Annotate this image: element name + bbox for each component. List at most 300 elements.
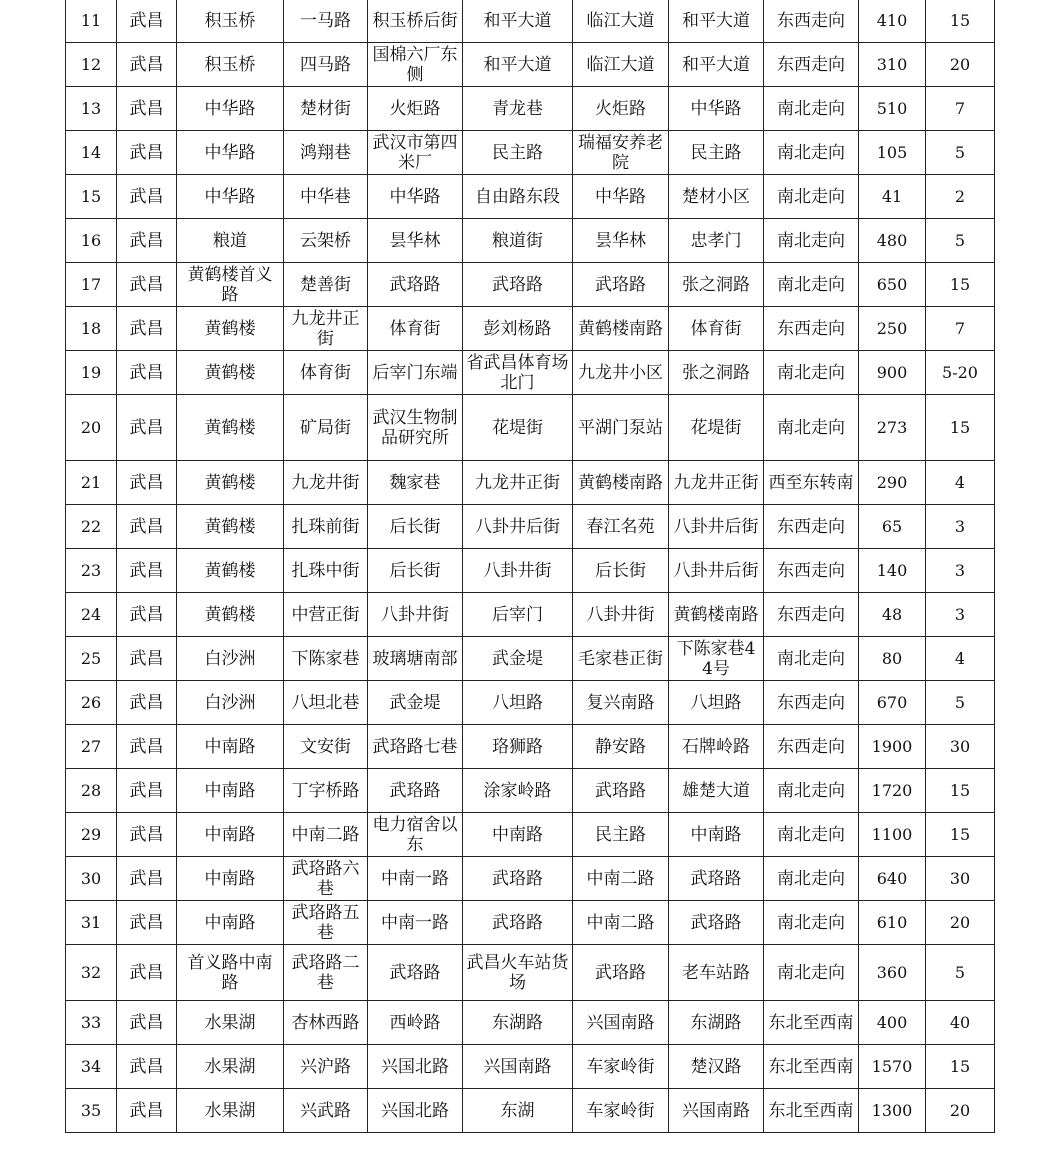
cell-width: 2 bbox=[926, 175, 995, 219]
cell-district: 武昌 bbox=[117, 637, 177, 681]
cell-direction: 东北至西南 bbox=[764, 1089, 859, 1133]
cell-start-cross-road: 武金堤 bbox=[463, 637, 573, 681]
table-row bbox=[66, 725, 995, 769]
cell-direction: 东西走向 bbox=[764, 307, 859, 351]
cell-width: 15 bbox=[926, 0, 995, 43]
cell-start-cross-road: 花堤街 bbox=[463, 395, 573, 461]
table-row bbox=[66, 681, 995, 725]
cell-start-point: 昙华林 bbox=[368, 219, 463, 263]
cell-width: 5-20 bbox=[926, 351, 995, 395]
table-row bbox=[66, 1045, 995, 1089]
cell-start-point: 兴国北路 bbox=[368, 1089, 463, 1133]
cell-start-cross-road: 省武昌体育场北门 bbox=[463, 351, 573, 395]
cell-end-point: 车家岭街 bbox=[573, 1089, 669, 1133]
cell-start-point: 武珞路七巷 bbox=[368, 725, 463, 769]
cell-district: 武昌 bbox=[117, 1045, 177, 1089]
cell-length: 670 bbox=[859, 681, 926, 725]
table-row bbox=[66, 901, 995, 945]
cell-end-point: 武珞路 bbox=[573, 945, 669, 1001]
cell-end-cross-road: 八卦井后街 bbox=[669, 549, 764, 593]
cell-end-point: 中南二路 bbox=[573, 901, 669, 945]
cell-district: 武昌 bbox=[117, 175, 177, 219]
cell-end-point: 武珞路 bbox=[573, 769, 669, 813]
table-row bbox=[66, 461, 995, 505]
cell-row-number: 28 bbox=[66, 769, 117, 813]
cell-road-name: 武珞路二巷 bbox=[284, 945, 368, 1001]
cell-end-cross-road: 兴国南路 bbox=[669, 1089, 764, 1133]
cell-row-number: 24 bbox=[66, 593, 117, 637]
cell-start-cross-road: 东湖路 bbox=[463, 1001, 573, 1045]
cell-width: 15 bbox=[926, 813, 995, 857]
cell-street: 白沙洲 bbox=[177, 637, 284, 681]
cell-end-point: 中南二路 bbox=[573, 857, 669, 901]
cell-start-point: 体育街 bbox=[368, 307, 463, 351]
cell-width: 7 bbox=[926, 87, 995, 131]
cell-end-cross-road: 黄鹤楼南路 bbox=[669, 593, 764, 637]
cell-end-point: 静安路 bbox=[573, 725, 669, 769]
cell-end-cross-road: 东湖路 bbox=[669, 1001, 764, 1045]
cell-start-point: 国棉六厂东侧 bbox=[368, 43, 463, 87]
cell-end-point: 复兴南路 bbox=[573, 681, 669, 725]
cell-start-point: 西岭路 bbox=[368, 1001, 463, 1045]
cell-start-point: 中南一路 bbox=[368, 901, 463, 945]
cell-road-name: 中华巷 bbox=[284, 175, 368, 219]
cell-start-cross-road: 中南路 bbox=[463, 813, 573, 857]
cell-road-name: 楚材街 bbox=[284, 87, 368, 131]
cell-row-number: 27 bbox=[66, 725, 117, 769]
cell-end-cross-road: 老车站路 bbox=[669, 945, 764, 1001]
cell-start-point: 武金堤 bbox=[368, 681, 463, 725]
cell-direction: 东西走向 bbox=[764, 681, 859, 725]
cell-district: 武昌 bbox=[117, 901, 177, 945]
cell-street: 中南路 bbox=[177, 857, 284, 901]
cell-start-point: 积玉桥后街 bbox=[368, 0, 463, 43]
cell-road-name: 武珞路六巷 bbox=[284, 857, 368, 901]
table-row bbox=[66, 175, 995, 219]
cell-length: 900 bbox=[859, 351, 926, 395]
cell-row-number: 21 bbox=[66, 461, 117, 505]
cell-district: 武昌 bbox=[117, 307, 177, 351]
cell-direction: 东西走向 bbox=[764, 505, 859, 549]
cell-end-point: 临江大道 bbox=[573, 0, 669, 43]
table-row bbox=[66, 131, 995, 175]
table-row bbox=[66, 505, 995, 549]
cell-street: 水果湖 bbox=[177, 1001, 284, 1045]
cell-start-point: 中南一路 bbox=[368, 857, 463, 901]
cell-start-cross-road: 武珞路 bbox=[463, 857, 573, 901]
cell-width: 3 bbox=[926, 593, 995, 637]
table-row bbox=[66, 813, 995, 857]
cell-length: 1100 bbox=[859, 813, 926, 857]
cell-row-number: 30 bbox=[66, 857, 117, 901]
cell-district: 武昌 bbox=[117, 219, 177, 263]
cell-street: 黄鹤楼首义路 bbox=[177, 263, 284, 307]
cell-row-number: 12 bbox=[66, 43, 117, 87]
cell-road-name: 四马路 bbox=[284, 43, 368, 87]
cell-width: 30 bbox=[926, 725, 995, 769]
cell-road-name: 中南二路 bbox=[284, 813, 368, 857]
cell-length: 290 bbox=[859, 461, 926, 505]
cell-end-cross-road: 中华路 bbox=[669, 87, 764, 131]
cell-end-point: 瑞福安养老院 bbox=[573, 131, 669, 175]
table-row bbox=[66, 43, 995, 87]
cell-direction: 南北走向 bbox=[764, 945, 859, 1001]
cell-end-point: 平湖门泵站 bbox=[573, 395, 669, 461]
cell-street: 粮道 bbox=[177, 219, 284, 263]
cell-start-point: 魏家巷 bbox=[368, 461, 463, 505]
cell-row-number: 13 bbox=[66, 87, 117, 131]
cell-row-number: 20 bbox=[66, 395, 117, 461]
cell-length: 610 bbox=[859, 901, 926, 945]
table-row bbox=[66, 769, 995, 813]
cell-row-number: 26 bbox=[66, 681, 117, 725]
cell-end-cross-road: 楚材小区 bbox=[669, 175, 764, 219]
cell-road-name: 丁字桥路 bbox=[284, 769, 368, 813]
cell-width: 5 bbox=[926, 219, 995, 263]
table-row bbox=[66, 945, 995, 1001]
cell-road-name: 一马路 bbox=[284, 0, 368, 43]
cell-start-point: 后宰门东端 bbox=[368, 351, 463, 395]
cell-street: 中南路 bbox=[177, 769, 284, 813]
cell-row-number: 35 bbox=[66, 1089, 117, 1133]
cell-street: 中南路 bbox=[177, 901, 284, 945]
cell-start-cross-road: 八卦井后街 bbox=[463, 505, 573, 549]
cell-width: 5 bbox=[926, 945, 995, 1001]
cell-direction: 南北走向 bbox=[764, 131, 859, 175]
cell-row-number: 34 bbox=[66, 1045, 117, 1089]
cell-district: 武昌 bbox=[117, 681, 177, 725]
cell-end-point: 车家岭街 bbox=[573, 1045, 669, 1089]
cell-direction: 东北至西南 bbox=[764, 1045, 859, 1089]
cell-end-point: 武珞路 bbox=[573, 263, 669, 307]
cell-street: 黄鹤楼 bbox=[177, 461, 284, 505]
cell-width: 3 bbox=[926, 505, 995, 549]
cell-start-cross-road: 八卦井街 bbox=[463, 549, 573, 593]
cell-row-number: 19 bbox=[66, 351, 117, 395]
cell-end-point: 临江大道 bbox=[573, 43, 669, 87]
cell-end-point: 八卦井街 bbox=[573, 593, 669, 637]
cell-start-cross-road: 和平大道 bbox=[463, 0, 573, 43]
cell-row-number: 31 bbox=[66, 901, 117, 945]
cell-end-cross-road: 和平大道 bbox=[669, 0, 764, 43]
cell-start-point: 玻璃塘南部 bbox=[368, 637, 463, 681]
cell-start-point: 兴国北路 bbox=[368, 1045, 463, 1089]
cell-street: 白沙洲 bbox=[177, 681, 284, 725]
cell-end-cross-road: 八卦井后街 bbox=[669, 505, 764, 549]
cell-street: 黄鹤楼 bbox=[177, 549, 284, 593]
table-row bbox=[66, 87, 995, 131]
cell-width: 20 bbox=[926, 1089, 995, 1133]
cell-start-cross-road: 八坦路 bbox=[463, 681, 573, 725]
cell-street: 首义路中南路 bbox=[177, 945, 284, 1001]
table-row bbox=[66, 395, 995, 461]
cell-district: 武昌 bbox=[117, 945, 177, 1001]
cell-road-name: 九龙井街 bbox=[284, 461, 368, 505]
cell-row-number: 16 bbox=[66, 219, 117, 263]
cell-start-point: 后长街 bbox=[368, 505, 463, 549]
cell-road-name: 楚善街 bbox=[284, 263, 368, 307]
cell-start-cross-road: 后宰门 bbox=[463, 593, 573, 637]
cell-road-name: 中营正街 bbox=[284, 593, 368, 637]
cell-road-name: 武珞路五巷 bbox=[284, 901, 368, 945]
cell-start-point: 后长街 bbox=[368, 549, 463, 593]
cell-start-cross-road: 武珞路 bbox=[463, 901, 573, 945]
cell-start-cross-road: 青龙巷 bbox=[463, 87, 573, 131]
cell-length: 1300 bbox=[859, 1089, 926, 1133]
cell-length: 480 bbox=[859, 219, 926, 263]
cell-district: 武昌 bbox=[117, 461, 177, 505]
cell-length: 65 bbox=[859, 505, 926, 549]
cell-direction: 东西走向 bbox=[764, 725, 859, 769]
cell-direction: 南北走向 bbox=[764, 857, 859, 901]
cell-start-point: 武珞路 bbox=[368, 263, 463, 307]
cell-direction: 南北走向 bbox=[764, 175, 859, 219]
table-body bbox=[66, 0, 995, 1133]
cell-street: 中华路 bbox=[177, 131, 284, 175]
table-row bbox=[66, 307, 995, 351]
cell-road-name: 杏林西路 bbox=[284, 1001, 368, 1045]
cell-start-point: 武珞路 bbox=[368, 769, 463, 813]
cell-end-point: 中华路 bbox=[573, 175, 669, 219]
cell-direction: 南北走向 bbox=[764, 87, 859, 131]
cell-direction: 南北走向 bbox=[764, 395, 859, 461]
cell-row-number: 25 bbox=[66, 637, 117, 681]
cell-end-cross-road: 张之洞路 bbox=[669, 263, 764, 307]
cell-street: 中南路 bbox=[177, 725, 284, 769]
cell-district: 武昌 bbox=[117, 1089, 177, 1133]
table-row bbox=[66, 637, 995, 681]
cell-start-point: 火炬路 bbox=[368, 87, 463, 131]
cell-end-cross-road: 楚汉路 bbox=[669, 1045, 764, 1089]
cell-direction: 东西走向 bbox=[764, 0, 859, 43]
cell-road-name: 扎珠中街 bbox=[284, 549, 368, 593]
cell-width: 30 bbox=[926, 857, 995, 901]
cell-end-point: 昙华林 bbox=[573, 219, 669, 263]
cell-start-cross-road: 九龙井正街 bbox=[463, 461, 573, 505]
cell-district: 武昌 bbox=[117, 263, 177, 307]
cell-district: 武昌 bbox=[117, 0, 177, 43]
cell-end-cross-road: 武珞路 bbox=[669, 857, 764, 901]
cell-length: 640 bbox=[859, 857, 926, 901]
cell-end-cross-road: 中南路 bbox=[669, 813, 764, 857]
cell-district: 武昌 bbox=[117, 549, 177, 593]
cell-direction: 东西走向 bbox=[764, 43, 859, 87]
cell-district: 武昌 bbox=[117, 131, 177, 175]
cell-row-number: 22 bbox=[66, 505, 117, 549]
cell-start-cross-road: 民主路 bbox=[463, 131, 573, 175]
cell-direction: 南北走向 bbox=[764, 637, 859, 681]
cell-length: 41 bbox=[859, 175, 926, 219]
cell-start-cross-road: 自由路东段 bbox=[463, 175, 573, 219]
cell-road-name: 八坦北巷 bbox=[284, 681, 368, 725]
cell-direction: 西至东转南 bbox=[764, 461, 859, 505]
cell-street: 黄鹤楼 bbox=[177, 395, 284, 461]
cell-width: 40 bbox=[926, 1001, 995, 1045]
cell-length: 140 bbox=[859, 549, 926, 593]
cell-direction: 东西走向 bbox=[764, 549, 859, 593]
cell-row-number: 15 bbox=[66, 175, 117, 219]
cell-street: 水果湖 bbox=[177, 1089, 284, 1133]
cell-start-point: 武汉生物制品研究所 bbox=[368, 395, 463, 461]
table-row bbox=[66, 1089, 995, 1133]
cell-end-cross-road: 张之洞路 bbox=[669, 351, 764, 395]
cell-street: 黄鹤楼 bbox=[177, 307, 284, 351]
table-row bbox=[66, 593, 995, 637]
cell-start-cross-road: 涂家岭路 bbox=[463, 769, 573, 813]
cell-district: 武昌 bbox=[117, 351, 177, 395]
cell-road-name: 扎珠前街 bbox=[284, 505, 368, 549]
cell-end-point: 民主路 bbox=[573, 813, 669, 857]
cell-street: 中华路 bbox=[177, 87, 284, 131]
cell-district: 武昌 bbox=[117, 43, 177, 87]
cell-start-point: 电力宿舍以东 bbox=[368, 813, 463, 857]
table-row bbox=[66, 857, 995, 901]
table-row bbox=[66, 1001, 995, 1045]
cell-row-number: 11 bbox=[66, 0, 117, 43]
cell-direction: 南北走向 bbox=[764, 351, 859, 395]
cell-start-cross-road: 珞狮路 bbox=[463, 725, 573, 769]
cell-end-cross-road: 石牌岭路 bbox=[669, 725, 764, 769]
cell-start-cross-road: 武昌火车站货场 bbox=[463, 945, 573, 1001]
cell-district: 武昌 bbox=[117, 505, 177, 549]
cell-start-cross-road: 粮道街 bbox=[463, 219, 573, 263]
cell-width: 20 bbox=[926, 901, 995, 945]
cell-start-cross-road: 武珞路 bbox=[463, 263, 573, 307]
cell-road-name: 鸿翔巷 bbox=[284, 131, 368, 175]
cell-row-number: 33 bbox=[66, 1001, 117, 1045]
cell-district: 武昌 bbox=[117, 87, 177, 131]
cell-length: 650 bbox=[859, 263, 926, 307]
cell-end-point: 黄鹤楼南路 bbox=[573, 307, 669, 351]
cell-road-name: 体育街 bbox=[284, 351, 368, 395]
cell-row-number: 14 bbox=[66, 131, 117, 175]
cell-length: 1570 bbox=[859, 1045, 926, 1089]
cell-road-name: 下陈家巷 bbox=[284, 637, 368, 681]
cell-width: 5 bbox=[926, 681, 995, 725]
cell-road-name: 文安街 bbox=[284, 725, 368, 769]
cell-end-cross-road: 下陈家巷44号 bbox=[669, 637, 764, 681]
cell-street: 积玉桥 bbox=[177, 43, 284, 87]
cell-end-point: 春江名苑 bbox=[573, 505, 669, 549]
cell-road-name: 九龙井正街 bbox=[284, 307, 368, 351]
cell-road-name: 矿局街 bbox=[284, 395, 368, 461]
cell-direction: 东西走向 bbox=[764, 593, 859, 637]
cell-end-cross-road: 花堤街 bbox=[669, 395, 764, 461]
cell-street: 黄鹤楼 bbox=[177, 505, 284, 549]
cell-width: 7 bbox=[926, 307, 995, 351]
cell-street: 黄鹤楼 bbox=[177, 593, 284, 637]
cell-district: 武昌 bbox=[117, 769, 177, 813]
cell-start-cross-road: 东湖 bbox=[463, 1089, 573, 1133]
cell-width: 15 bbox=[926, 769, 995, 813]
cell-street: 黄鹤楼 bbox=[177, 351, 284, 395]
cell-district: 武昌 bbox=[117, 1001, 177, 1045]
cell-width: 4 bbox=[926, 637, 995, 681]
cell-direction: 南北走向 bbox=[764, 813, 859, 857]
cell-width: 15 bbox=[926, 395, 995, 461]
cell-row-number: 29 bbox=[66, 813, 117, 857]
cell-direction: 东北至西南 bbox=[764, 1001, 859, 1045]
cell-end-cross-road: 民主路 bbox=[669, 131, 764, 175]
cell-start-cross-road: 兴国南路 bbox=[463, 1045, 573, 1089]
cell-length: 80 bbox=[859, 637, 926, 681]
cell-end-point: 九龙井小区 bbox=[573, 351, 669, 395]
cell-district: 武昌 bbox=[117, 593, 177, 637]
cell-district: 武昌 bbox=[117, 857, 177, 901]
cell-length: 510 bbox=[859, 87, 926, 131]
cell-end-point: 火炬路 bbox=[573, 87, 669, 131]
cell-start-point: 武汉市第四米厂 bbox=[368, 131, 463, 175]
cell-end-point: 毛家巷正街 bbox=[573, 637, 669, 681]
cell-length: 410 bbox=[859, 0, 926, 43]
cell-length: 310 bbox=[859, 43, 926, 87]
cell-street: 中华路 bbox=[177, 175, 284, 219]
cell-length: 105 bbox=[859, 131, 926, 175]
cell-length: 360 bbox=[859, 945, 926, 1001]
cell-row-number: 17 bbox=[66, 263, 117, 307]
table-row bbox=[66, 219, 995, 263]
cell-width: 5 bbox=[926, 131, 995, 175]
cell-length: 48 bbox=[859, 593, 926, 637]
cell-length: 250 bbox=[859, 307, 926, 351]
cell-start-point: 中华路 bbox=[368, 175, 463, 219]
cell-direction: 南北走向 bbox=[764, 219, 859, 263]
cell-road-name: 兴武路 bbox=[284, 1089, 368, 1133]
cell-length: 1900 bbox=[859, 725, 926, 769]
cell-end-cross-road: 雄楚大道 bbox=[669, 769, 764, 813]
cell-road-name: 云架桥 bbox=[284, 219, 368, 263]
cell-road-name: 兴沪路 bbox=[284, 1045, 368, 1089]
cell-width: 15 bbox=[926, 263, 995, 307]
cell-end-cross-road: 忠孝门 bbox=[669, 219, 764, 263]
cell-end-cross-road: 和平大道 bbox=[669, 43, 764, 87]
cell-direction: 南北走向 bbox=[764, 263, 859, 307]
cell-width: 4 bbox=[926, 461, 995, 505]
table-row bbox=[66, 263, 995, 307]
cell-start-cross-road: 彭刘杨路 bbox=[463, 307, 573, 351]
cell-length: 1720 bbox=[859, 769, 926, 813]
cell-street: 中南路 bbox=[177, 813, 284, 857]
cell-length: 400 bbox=[859, 1001, 926, 1045]
cell-row-number: 32 bbox=[66, 945, 117, 1001]
cell-street: 积玉桥 bbox=[177, 0, 284, 43]
cell-end-point: 后长街 bbox=[573, 549, 669, 593]
road-table bbox=[65, 0, 995, 1133]
cell-district: 武昌 bbox=[117, 813, 177, 857]
cell-end-point: 兴国南路 bbox=[573, 1001, 669, 1045]
cell-width: 3 bbox=[926, 549, 995, 593]
cell-end-point: 黄鹤楼南路 bbox=[573, 461, 669, 505]
cell-row-number: 23 bbox=[66, 549, 117, 593]
cell-width: 20 bbox=[926, 43, 995, 87]
cell-row-number: 18 bbox=[66, 307, 117, 351]
cell-start-cross-road: 和平大道 bbox=[463, 43, 573, 87]
cell-district: 武昌 bbox=[117, 725, 177, 769]
table-row bbox=[66, 0, 995, 43]
cell-district: 武昌 bbox=[117, 395, 177, 461]
cell-start-point: 武珞路 bbox=[368, 945, 463, 1001]
cell-start-point: 八卦井街 bbox=[368, 593, 463, 637]
cell-end-cross-road: 九龙井正街 bbox=[669, 461, 764, 505]
cell-end-cross-road: 体育街 bbox=[669, 307, 764, 351]
cell-width: 15 bbox=[926, 1045, 995, 1089]
cell-street: 水果湖 bbox=[177, 1045, 284, 1089]
cell-end-cross-road: 武珞路 bbox=[669, 901, 764, 945]
table-row bbox=[66, 549, 995, 593]
cell-direction: 南北走向 bbox=[764, 901, 859, 945]
cell-direction: 南北走向 bbox=[764, 769, 859, 813]
table-row bbox=[66, 351, 995, 395]
